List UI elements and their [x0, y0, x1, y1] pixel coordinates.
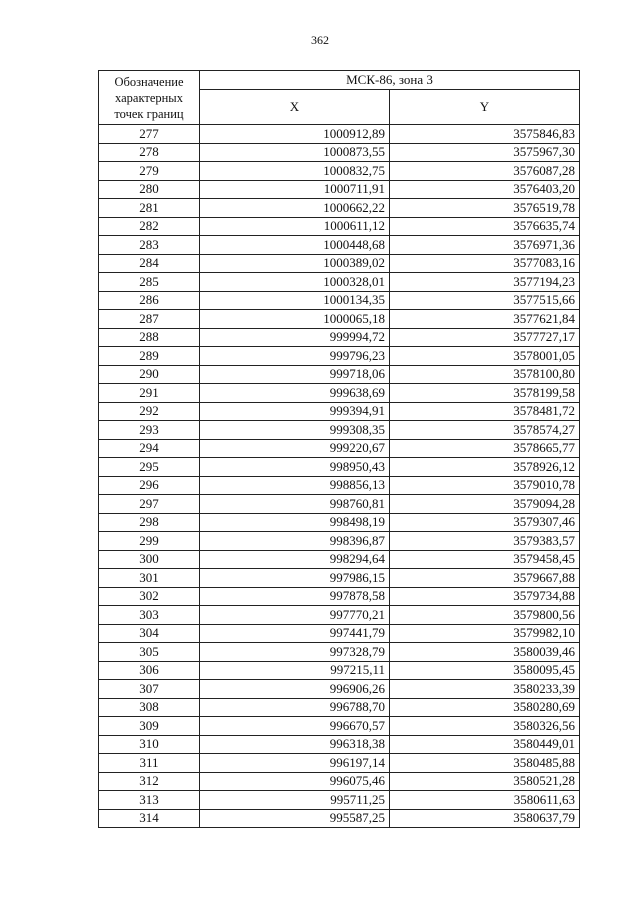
x-cell: 998396,87	[200, 532, 390, 551]
x-column-header: X	[200, 90, 390, 125]
y-cell: 3579383,57	[390, 532, 580, 551]
x-cell: 997215,11	[200, 661, 390, 680]
x-cell: 998856,13	[200, 476, 390, 495]
y-cell: 3580280,69	[390, 698, 580, 717]
x-cell: 1000912,89	[200, 125, 390, 144]
y-cell: 3578665,77	[390, 439, 580, 458]
x-cell: 996075,46	[200, 772, 390, 791]
point-cell: 280	[99, 180, 200, 199]
y-cell: 3579734,88	[390, 587, 580, 606]
point-cell: 284	[99, 254, 200, 273]
point-cell: 297	[99, 495, 200, 514]
x-cell: 998950,43	[200, 458, 390, 477]
y-cell: 3578481,72	[390, 402, 580, 421]
y-cell: 3575967,30	[390, 143, 580, 162]
point-cell: 299	[99, 532, 200, 551]
point-cell: 313	[99, 791, 200, 810]
x-cell: 998760,81	[200, 495, 390, 514]
y-cell: 3576971,36	[390, 236, 580, 255]
y-cell: 3576087,28	[390, 162, 580, 181]
point-cell: 279	[99, 162, 200, 181]
x-cell: 1000448,68	[200, 236, 390, 255]
point-cell: 312	[99, 772, 200, 791]
table-row	[99, 439, 580, 458]
point-cell: 311	[99, 754, 200, 773]
table-row	[99, 735, 580, 754]
y-cell: 3577727,17	[390, 328, 580, 347]
table-row	[99, 310, 580, 329]
point-cell: 288	[99, 328, 200, 347]
x-cell: 997986,15	[200, 569, 390, 588]
x-cell: 996670,57	[200, 717, 390, 736]
point-cell: 309	[99, 717, 200, 736]
table-row	[99, 680, 580, 699]
y-cell: 3576519,78	[390, 199, 580, 218]
table-row	[99, 143, 580, 162]
point-cell: 305	[99, 643, 200, 662]
point-cell: 283	[99, 236, 200, 255]
x-cell: 999394,91	[200, 402, 390, 421]
x-cell: 996197,14	[200, 754, 390, 773]
point-cell: 310	[99, 735, 200, 754]
table-row	[99, 643, 580, 662]
y-cell: 3580039,46	[390, 643, 580, 662]
point-cell: 307	[99, 680, 200, 699]
x-cell: 997328,79	[200, 643, 390, 662]
point-cell: 298	[99, 513, 200, 532]
table-row	[99, 180, 580, 199]
x-cell: 997770,21	[200, 606, 390, 625]
x-cell: 1000065,18	[200, 310, 390, 329]
y-cell: 3578926,12	[390, 458, 580, 477]
point-label-header	[99, 71, 200, 125]
point-cell: 300	[99, 550, 200, 569]
table-row	[99, 458, 580, 477]
coordinate-system-header: МСК-86, зона 3	[200, 71, 580, 90]
table-row	[99, 291, 580, 310]
point-label-line: характерных	[115, 90, 183, 105]
point-cell: 294	[99, 439, 200, 458]
table-row	[99, 199, 580, 218]
x-cell: 1000134,35	[200, 291, 390, 310]
table-row	[99, 698, 580, 717]
y-cell: 3579094,28	[390, 495, 580, 514]
x-cell: 997441,79	[200, 624, 390, 643]
x-cell: 1000662,22	[200, 199, 390, 218]
y-column-header: Y	[390, 90, 580, 125]
point-cell: 302	[99, 587, 200, 606]
point-cell: 281	[99, 199, 200, 218]
point-cell: 287	[99, 310, 200, 329]
y-cell: 3580233,39	[390, 680, 580, 699]
table-row	[99, 236, 580, 255]
point-cell: 292	[99, 402, 200, 421]
y-cell: 3577515,66	[390, 291, 580, 310]
x-cell: 1000711,91	[200, 180, 390, 199]
table-row	[99, 162, 580, 181]
table-row	[99, 328, 580, 347]
point-label-line: Обозначение	[114, 74, 184, 89]
x-cell: 995587,25	[200, 809, 390, 828]
x-cell: 999718,06	[200, 365, 390, 384]
table-row	[99, 754, 580, 773]
table-row	[99, 273, 580, 292]
y-cell: 3580485,88	[390, 754, 580, 773]
table-row	[99, 624, 580, 643]
y-cell: 3577621,84	[390, 310, 580, 329]
y-cell: 3579667,88	[390, 569, 580, 588]
point-cell: 278	[99, 143, 200, 162]
table-row	[99, 254, 580, 273]
point-cell: 304	[99, 624, 200, 643]
y-cell: 3575846,83	[390, 125, 580, 144]
table-row	[99, 495, 580, 514]
x-cell: 1000611,12	[200, 217, 390, 236]
point-cell: 293	[99, 421, 200, 440]
table-row	[99, 217, 580, 236]
table-row	[99, 125, 580, 144]
table-row	[99, 365, 580, 384]
y-cell: 3580326,56	[390, 717, 580, 736]
point-cell: 291	[99, 384, 200, 403]
y-cell: 3576403,20	[390, 180, 580, 199]
point-cell: 282	[99, 217, 200, 236]
y-cell: 3577194,23	[390, 273, 580, 292]
point-cell: 290	[99, 365, 200, 384]
table-row	[99, 532, 580, 551]
y-cell: 3579458,45	[390, 550, 580, 569]
point-label-line: точек границ	[114, 106, 184, 121]
y-cell: 3577083,16	[390, 254, 580, 273]
x-cell: 999796,23	[200, 347, 390, 366]
y-cell: 3579010,78	[390, 476, 580, 495]
point-cell: 277	[99, 125, 200, 144]
x-cell: 998294,64	[200, 550, 390, 569]
table-row	[99, 809, 580, 828]
x-cell: 999638,69	[200, 384, 390, 403]
y-cell: 3578574,27	[390, 421, 580, 440]
x-cell: 1000832,75	[200, 162, 390, 181]
x-cell: 995711,25	[200, 791, 390, 810]
table-row	[99, 402, 580, 421]
point-cell: 308	[99, 698, 200, 717]
table-row	[99, 587, 580, 606]
y-cell: 3580521,28	[390, 772, 580, 791]
x-cell: 1000389,02	[200, 254, 390, 273]
x-cell: 996318,38	[200, 735, 390, 754]
point-cell: 289	[99, 347, 200, 366]
coordinates-table	[98, 70, 580, 828]
table-row	[99, 569, 580, 588]
point-cell: 286	[99, 291, 200, 310]
y-cell: 3580449,01	[390, 735, 580, 754]
x-cell: 999220,67	[200, 439, 390, 458]
x-cell: 999994,72	[200, 328, 390, 347]
point-cell: 285	[99, 273, 200, 292]
point-cell: 303	[99, 606, 200, 625]
y-cell: 3579307,46	[390, 513, 580, 532]
page-number: 362	[311, 33, 329, 47]
table-row	[99, 550, 580, 569]
table-row	[99, 791, 580, 810]
point-cell: 296	[99, 476, 200, 495]
table-row	[99, 384, 580, 403]
x-cell: 1000328,01	[200, 273, 390, 292]
table-row	[99, 421, 580, 440]
y-cell: 3576635,74	[390, 217, 580, 236]
table-row	[99, 347, 580, 366]
x-cell: 999308,35	[200, 421, 390, 440]
y-cell: 3580095,45	[390, 661, 580, 680]
table-row	[99, 717, 580, 736]
y-cell: 3578199,58	[390, 384, 580, 403]
y-cell: 3579800,56	[390, 606, 580, 625]
x-cell: 996906,26	[200, 680, 390, 699]
y-cell: 3580637,79	[390, 809, 580, 828]
table-row	[99, 513, 580, 532]
y-cell: 3578100,80	[390, 365, 580, 384]
x-cell: 997878,58	[200, 587, 390, 606]
point-cell: 314	[99, 809, 200, 828]
table-row	[99, 661, 580, 680]
table-row	[99, 606, 580, 625]
x-cell: 998498,19	[200, 513, 390, 532]
table-row	[99, 476, 580, 495]
point-cell: 295	[99, 458, 200, 477]
point-cell: 306	[99, 661, 200, 680]
y-cell: 3579982,10	[390, 624, 580, 643]
x-cell: 1000873,55	[200, 143, 390, 162]
x-cell: 996788,70	[200, 698, 390, 717]
point-cell: 301	[99, 569, 200, 588]
y-cell: 3580611,63	[390, 791, 580, 810]
table-row	[99, 772, 580, 791]
y-cell: 3578001,05	[390, 347, 580, 366]
